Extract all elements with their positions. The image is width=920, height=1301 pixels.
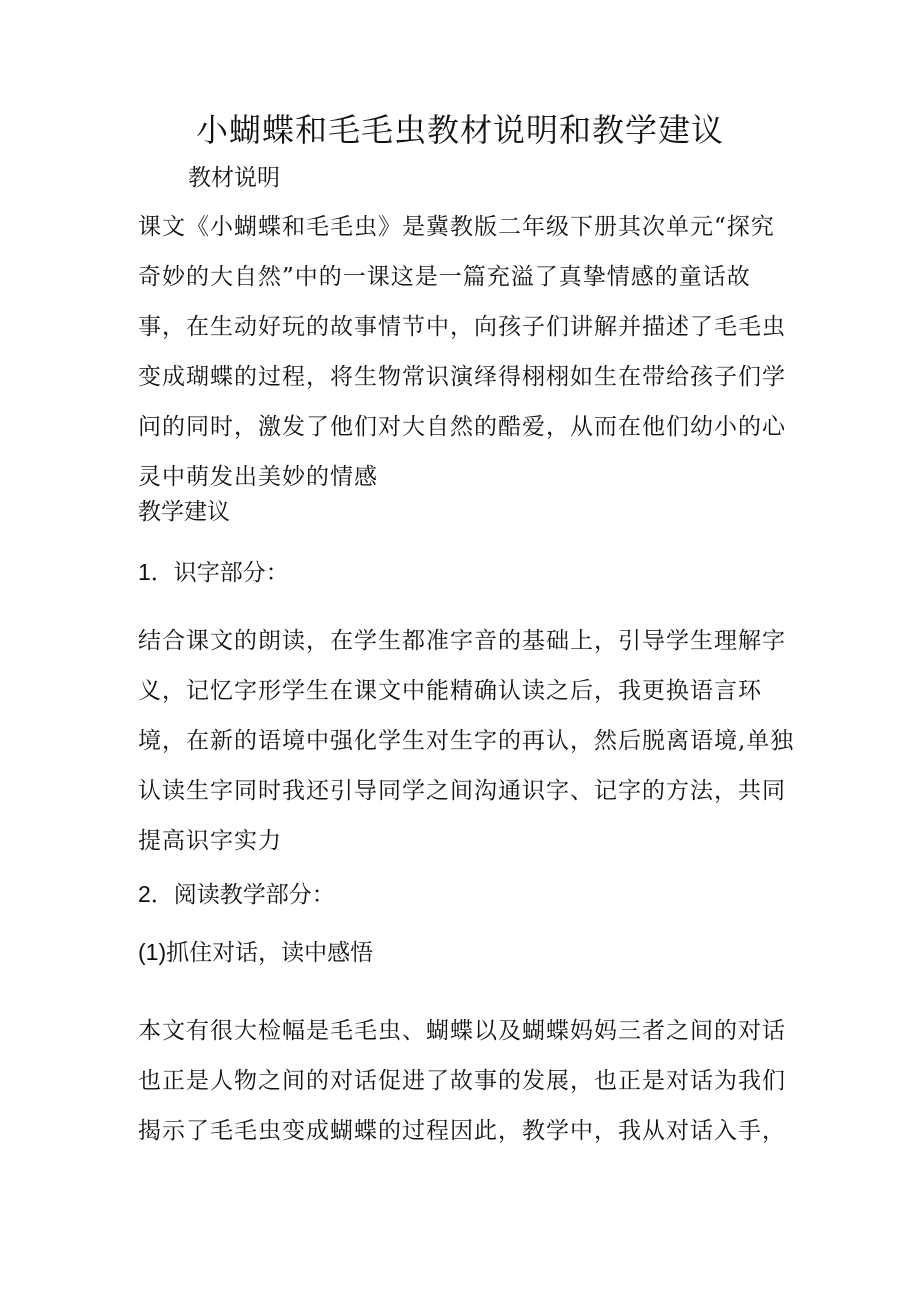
paragraph-line: 境，在新的语境中强化学生对生字的再认，然后脱离语境,单独 [138,728,795,754]
item1-paragraph [138,616,795,866]
paragraph-line: 变成瑚蝶的过程，将生物常识演绎得栩栩如生在带给孩子们学 [138,364,786,390]
paragraph-line: 揭示了毛毛虫变成蝴蝶的过程因此，教学中，我从对话入手， [138,1118,786,1144]
paragraph-line: 本文有很大检幅是毛毛虫、蝴蝶以及蝴蝶妈妈三者之间的对话 [138,1018,786,1044]
item2-paragraph [138,1006,788,1156]
paragraph-line: 也正是人物之间的对话促进了故事的发展，也正是对话为我们 [138,1068,786,1094]
paragraph-line: 问的同时，激发了他们对大自然的酷爱，从而在他们幼小的心 [138,414,786,440]
paragraph-line: 结合课文的朗读，在学生都准字音的基础上，引导学生理解字 [138,628,786,654]
paragraph-line: 认读生字同时我还引导同学之间沟通识字、记字的方法，共同 [138,778,786,804]
paragraph-line: 事，在生动好玩的故事情节中，向孩子们讲解并描述了毛毛虫 [138,314,786,340]
document-title: 小蝴蝶和毛毛虫教材说明和教学建议 [195,111,724,149]
section-heading-materials: 教材说明 [188,165,280,191]
item2-heading: 2．阅读教学部分： [138,881,335,907]
paragraph-line: 提高识字实力 [138,828,282,854]
paragraph-line: 奇妙的大自然”中的一课这是一篇充溢了真挚情感的童话故 [138,264,751,290]
materials-paragraph [138,202,788,502]
item2-subheading: (1)抓住对话，读中感悟 [138,939,374,965]
paragraph-line: 义，记忆字形学生在课文中能精确认读之后，我更换语言环 [138,678,762,704]
section-heading-suggestions: 教学建议 [138,499,230,525]
item1-heading: 1．识字部分： [138,559,289,585]
paragraph-line: 灵中萌发出美妙的情感 [138,464,378,490]
paragraph-line: 课文《小蝴蝶和毛毛虫》是冀教版二年级下册其次单元“探究 [138,214,775,240]
